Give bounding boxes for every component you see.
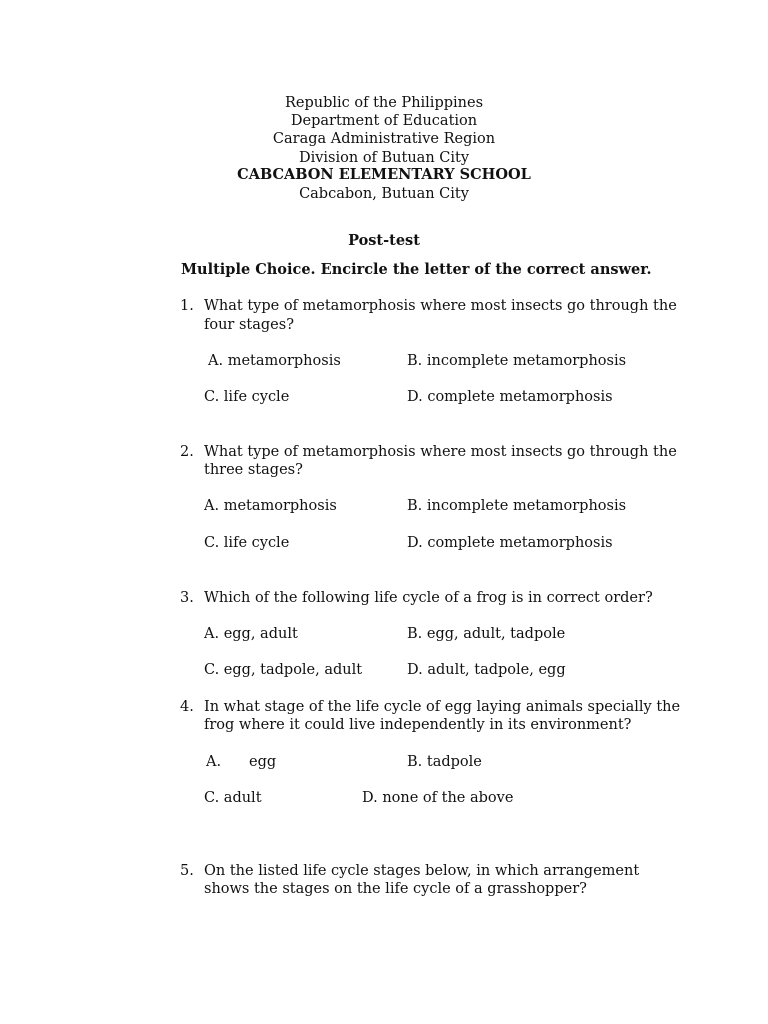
question-5-number: 5. (180, 863, 194, 879)
header-department: Department of Education (290, 113, 478, 129)
question-2-option-a[interactable]: A. metamorphosis (204, 498, 337, 514)
question-2-number: 2. (180, 444, 194, 460)
question-3-option-d[interactable]: D. adult, tadpole, egg (407, 662, 566, 678)
question-4-option-d[interactable]: D. none of the above (362, 790, 514, 806)
question-3-number: 3. (180, 590, 194, 606)
question-4-option-c[interactable]: C. adult (204, 790, 262, 806)
school-address: Cabcabon, Butuan City (299, 186, 469, 202)
question-1-option-d[interactable]: D. complete metamorphosis (407, 389, 613, 405)
question-1-option-a[interactable]: A. metamorphosis (208, 353, 341, 369)
question-4-option-a-letter[interactable]: A. (206, 754, 222, 770)
question-5-text-line-1: On the listed life cycle stages below, in which arrangement (204, 863, 640, 879)
question-5-text-line-2: shows the stages on the life cycle of a grasshopper? (204, 881, 587, 897)
question-2-text-line-2: three stages? (204, 462, 303, 478)
question-2-option-c[interactable]: C. life cycle (204, 535, 290, 551)
question-3-option-b[interactable]: B. egg, adult, tadpole (407, 626, 566, 642)
question-2-option-b[interactable]: B. incomplete metamorphosis (407, 498, 627, 514)
question-3-option-c[interactable]: C. egg, tadpole, adult (204, 662, 363, 678)
question-1-text-line-1: What type of metamorphosis where most insects go through the (204, 298, 677, 314)
question-1-number: 1. (180, 298, 194, 314)
question-4-text-line-1: In what stage of the life cycle of egg laying animals specially the (204, 699, 681, 715)
test-title: Post-test (348, 232, 420, 249)
question-1-option-c[interactable]: C. life cycle (204, 389, 290, 405)
question-2-option-d[interactable]: D. complete metamorphosis (407, 535, 613, 551)
header-region: Caraga Administrative Region (272, 131, 496, 147)
question-1-text-line-2: four stages? (204, 317, 294, 333)
question-3-option-a[interactable]: A. egg, adult (204, 626, 298, 642)
header-division: Division of Butuan City (298, 150, 470, 166)
question-1-option-b[interactable]: B. incomplete metamorphosis (407, 353, 627, 369)
instructions: Multiple Choice. Encircle the letter of the correct answer. (181, 261, 652, 278)
question-4-option-b[interactable]: B. tadpole (407, 754, 482, 770)
question-4-option-a-text[interactable]: egg (249, 754, 277, 770)
school-name: CABCABON ELEMENTARY SCHOOL (237, 166, 531, 183)
question-2-text-line-1: What type of metamorphosis where most insects go through the (204, 444, 677, 460)
header-republic: Republic of the Philippines (284, 95, 484, 111)
question-4-text-line-2: frog where it could live independently in its environment? (204, 717, 632, 733)
question-4-number: 4. (180, 699, 194, 715)
question-3-text-line-1: Which of the following life cycle of a frog is in correct order? (204, 590, 653, 606)
